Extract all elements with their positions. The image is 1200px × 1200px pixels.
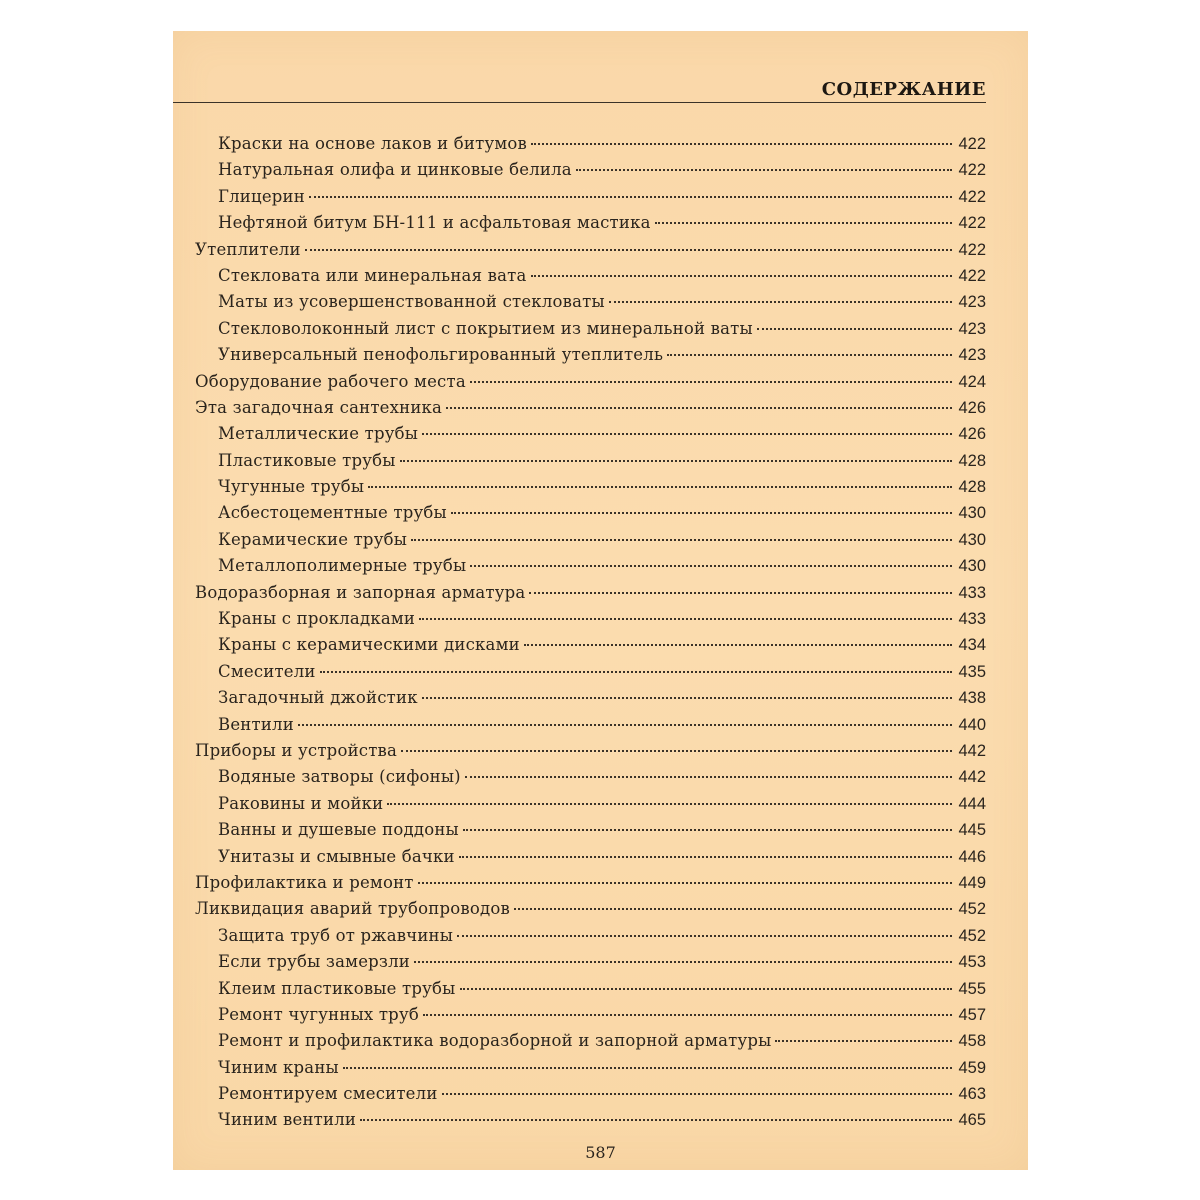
dot-leader	[775, 1040, 952, 1042]
dot-leader	[757, 328, 952, 330]
dot-leader	[419, 618, 952, 620]
toc-entry-page: 426	[958, 398, 986, 417]
toc-entry-title: Ванны и душевые поддоны	[218, 820, 459, 840]
toc-entry	[195, 870, 986, 896]
toc-entry-page: 428	[958, 478, 986, 497]
toc-entry	[195, 844, 986, 870]
toc-entry-title: Стекловата или минеральная вата	[218, 265, 527, 285]
dot-leader	[524, 644, 952, 646]
toc-entry-title: Смесители	[218, 661, 316, 681]
toc-entry-page: 442	[958, 741, 986, 760]
toc-entry-title: Краны с керамическими дисками	[218, 635, 520, 655]
toc-entry	[195, 184, 986, 210]
toc-entry-title: Эта загадочная сантехника	[195, 397, 443, 417]
dot-leader	[460, 988, 952, 990]
toc-entry-title: Клеим пластиковые трубы	[218, 978, 456, 998]
toc-entry-page: 430	[958, 530, 986, 549]
toc-entry	[195, 1055, 986, 1081]
toc-entry-page: 423	[958, 319, 986, 338]
dot-leader	[305, 249, 952, 251]
toc-entry	[195, 606, 986, 632]
toc-entry	[195, 632, 986, 658]
toc-entry-title: Глицерин	[218, 186, 305, 206]
book-page	[173, 31, 1028, 1170]
toc-entry-page: 445	[958, 821, 986, 840]
toc-entry	[195, 1028, 986, 1054]
toc-entry-title: Керамические трубы	[218, 529, 408, 549]
dot-leader	[465, 776, 952, 778]
dot-leader	[576, 169, 952, 171]
toc-entry-page: 458	[958, 1032, 986, 1051]
toc-entry	[195, 580, 986, 606]
toc-entry-page: 449	[958, 873, 986, 892]
running-header	[173, 31, 1028, 103]
toc-entry-page: 435	[958, 662, 986, 681]
toc-entry	[195, 764, 986, 790]
toc-entry	[195, 421, 986, 447]
header-rule	[173, 102, 986, 103]
dot-leader	[309, 196, 952, 198]
dot-leader	[423, 1014, 952, 1016]
dot-leader	[667, 354, 952, 356]
page-number: 587	[585, 1143, 616, 1162]
toc-entry-page: 433	[958, 610, 986, 629]
toc-entry	[195, 949, 986, 975]
toc-entry-title: Загадочный джойстик	[218, 688, 418, 708]
toc-entry-page: 459	[958, 1058, 986, 1077]
toc-entry-title: Раковины и мойки	[218, 793, 384, 813]
toc-entry-title: Металлические трубы	[218, 424, 419, 444]
toc-entry-title: Ремонтируем смесители	[218, 1084, 438, 1104]
toc-entry	[195, 527, 986, 553]
dot-leader	[457, 935, 952, 937]
toc-entry-title: Утеплители	[195, 239, 301, 259]
toc-entry	[195, 131, 986, 157]
toc-entry-page: 438	[958, 689, 986, 708]
toc-entry-title: Краны с прокладками	[218, 609, 416, 629]
toc-entry-page: 422	[958, 214, 986, 233]
toc-entry-title: Чиним краны	[218, 1057, 339, 1077]
dot-leader	[360, 1119, 952, 1121]
dot-leader	[401, 750, 952, 752]
dot-leader	[418, 882, 952, 884]
toc-entry-page: 424	[958, 372, 986, 391]
section-title: СОДЕРЖАНИЕ	[821, 79, 986, 100]
dot-leader	[463, 829, 952, 831]
toc-entry	[195, 210, 986, 236]
toc-entry	[195, 712, 986, 738]
dot-leader	[531, 143, 952, 145]
toc-entry-page: 422	[958, 187, 986, 206]
dot-leader	[514, 908, 952, 910]
dot-leader	[320, 671, 952, 673]
toc-entry-page: 430	[958, 557, 986, 576]
toc-entry-title: Пластиковые трубы	[218, 450, 396, 470]
dot-leader	[442, 1093, 952, 1095]
toc-entry-page: 465	[958, 1111, 986, 1130]
toc-entry	[195, 342, 986, 368]
toc-entry	[195, 817, 986, 843]
dot-leader	[470, 381, 952, 383]
toc-entry-page: 433	[958, 583, 986, 602]
toc-entry-page: 442	[958, 768, 986, 787]
table-of-contents	[195, 131, 986, 1134]
toc-entry	[195, 369, 986, 395]
toc-entry-title: Краски на основе лаков и битумов	[218, 134, 528, 153]
toc-entry-page: 422	[958, 161, 986, 180]
toc-entry-title: Нефтяной битум БН-111 и асфальтовая мастика	[218, 213, 651, 233]
toc-entry-page: 444	[958, 794, 986, 813]
dot-leader	[414, 961, 952, 963]
toc-entry	[195, 685, 986, 711]
dot-leader	[451, 512, 952, 514]
dot-leader	[422, 697, 952, 699]
toc-entry	[195, 976, 986, 1002]
toc-entry-page: 440	[958, 715, 986, 734]
dot-leader	[368, 486, 952, 488]
toc-entry	[195, 553, 986, 579]
toc-entry	[195, 659, 986, 685]
toc-entry	[195, 316, 986, 342]
dot-leader	[422, 433, 952, 435]
toc-entry-title: Оборудование рабочего места	[195, 371, 466, 391]
toc-entry-page: 463	[958, 1085, 986, 1104]
toc-entry-title: Натуральная олифа и цинковые белила	[218, 160, 572, 180]
toc-entry	[195, 289, 986, 315]
dot-leader	[529, 592, 952, 594]
toc-entry-title: Стекловолоконный лист с покрытием из минеральной ваты	[218, 318, 753, 338]
toc-entry-page: 422	[958, 240, 986, 259]
toc-entry-page: 428	[958, 451, 986, 470]
toc-entry	[195, 263, 986, 289]
dot-leader	[531, 275, 952, 277]
dot-leader	[446, 407, 952, 409]
dot-leader	[459, 856, 952, 858]
toc-entry-page: 422	[958, 266, 986, 285]
toc-entry	[195, 500, 986, 526]
toc-entry-page: 426	[958, 425, 986, 444]
toc-entry-page: 457	[958, 1005, 986, 1024]
toc-entry-title: Ремонт и профилактика водоразборной и запорной арматуры	[218, 1031, 772, 1051]
toc-entry-page: 452	[958, 900, 986, 919]
toc-entry-title: Чиним вентили	[218, 1110, 357, 1130]
toc-entry	[195, 738, 986, 764]
toc-entry	[195, 237, 986, 263]
toc-entry	[195, 1002, 986, 1028]
toc-entry-title: Водяные затворы (сифоны)	[218, 767, 461, 787]
toc-entry-page: 446	[958, 847, 986, 866]
toc-entry-page: 422	[958, 135, 986, 153]
dot-leader	[411, 539, 952, 541]
toc-entry-title: Вентили	[218, 714, 294, 734]
dot-leader	[400, 460, 952, 462]
toc-entry-page: 452	[958, 926, 986, 945]
toc-entry-title: Профилактика и ремонт	[195, 872, 414, 892]
dot-leader	[387, 803, 952, 805]
toc-entry-page: 453	[958, 953, 986, 972]
toc-entry-title: Если трубы замерзли	[218, 952, 410, 972]
toc-entry-title: Унитазы и смывные бачки	[218, 846, 455, 866]
toc-entry-page: 434	[958, 636, 986, 655]
dot-leader	[343, 1067, 952, 1069]
toc-entry-title: Водоразборная и запорная арматура	[195, 582, 526, 602]
dot-leader	[298, 724, 952, 726]
toc-entry-title: Асбестоцементные трубы	[218, 503, 447, 523]
toc-entry	[195, 448, 986, 474]
toc-entry	[195, 1081, 986, 1107]
toc-entry	[195, 395, 986, 421]
toc-entry-title: Маты из усовершенствованной стекловаты	[218, 292, 605, 312]
toc-entry	[195, 923, 986, 949]
toc-entry-page: 423	[958, 346, 986, 365]
toc-entry	[195, 896, 986, 922]
toc-entry-title: Приборы и устройства	[195, 740, 398, 760]
toc-entry-page: 430	[958, 504, 986, 523]
toc-entry	[195, 474, 986, 500]
toc-entry-title: Универсальный пенофольгированный утеплитель	[218, 345, 664, 365]
toc-entry-title: Ремонт чугунных труб	[218, 1004, 419, 1024]
dot-leader	[609, 301, 952, 303]
dot-leader	[470, 565, 952, 567]
toc-entry-title: Металлополимерные трубы	[218, 556, 467, 576]
toc-entry-page: 455	[958, 979, 986, 998]
toc-entry-title: Ликвидация аварий трубопроводов	[195, 899, 510, 919]
dot-leader	[655, 222, 952, 224]
toc-entry	[195, 1107, 986, 1133]
toc-entry-page: 423	[958, 293, 986, 312]
toc-entry	[195, 157, 986, 183]
toc-entry	[195, 791, 986, 817]
toc-entry-title: Чугунные трубы	[218, 477, 365, 497]
toc-entry-title: Защита труб от ржавчины	[218, 925, 454, 945]
